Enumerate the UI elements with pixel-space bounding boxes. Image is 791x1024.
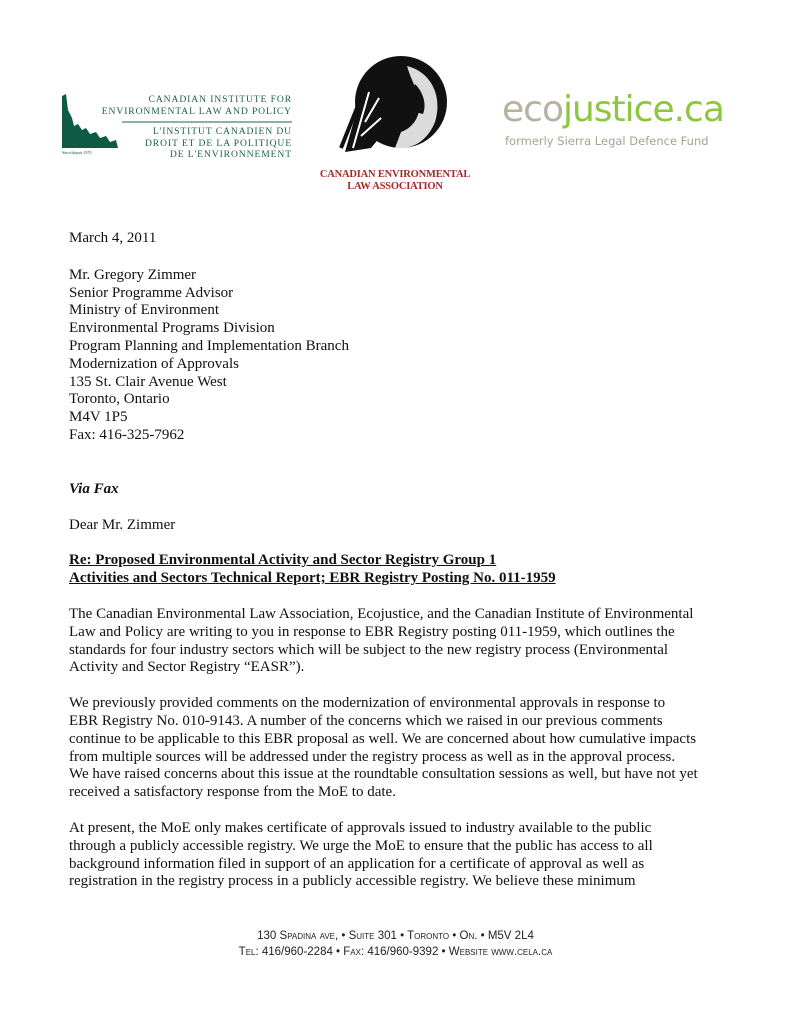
recipient-name: Mr. Gregory Zimmer — [69, 266, 197, 283]
delivery-method: Via Fax — [69, 480, 119, 497]
cela-logo — [305, 52, 485, 197]
since-1970-label: Since/depuis 1970 — [62, 150, 92, 155]
recipient-unit: Modernization of Approvals — [69, 355, 239, 372]
ecojustice-tagline: formerly Sierra Legal Defence Fund — [505, 134, 709, 148]
cielap-divider — [122, 121, 292, 123]
leaf-face-emblem-icon — [335, 52, 455, 164]
recipient-division: Environmental Programs Division — [69, 320, 275, 337]
recipient-city: Toronto, Ontario — [69, 391, 170, 408]
subject-line: Re: Proposed Environmental Activity and Sector Registry Group 1 Activities and Sectors Technical Report; EBR Registry Posting No. 011-1959 — [69, 552, 556, 587]
recipient-title: Senior Programme Advisor — [69, 284, 234, 301]
letter-body — [69, 230, 739, 891]
recipient-ministry: Ministry of Environment — [69, 302, 219, 319]
recipient-fax: Fax: 416-325-7962 — [69, 426, 185, 443]
letterhead-footer — [0, 928, 791, 960]
footer-address: 130 Spadina ave, • Suite 301 • Toronto • On. • M5V 2L4 — [257, 930, 534, 942]
recipient-street: 135 St. Clair Avenue West — [69, 373, 227, 390]
paragraph-3: At present, the MoE only makes certificate of approvals issued to industry available to the public through a publicly accessible registry. We urge the MoE to ensure that the public has access to all background information filed in support of an application for a certificate of approval as well as registration in the registry process in a publicly accessible registry. We believe these minimum — [69, 819, 653, 890]
ecojustice-wordmark: ecojustice.ca — [502, 89, 724, 130]
letter-date: March 4, 2011 — [69, 230, 157, 246]
cielap-name-english: CANADIAN INSTITUTE FOR ENVIRONMENTAL LAW AND POLICY — [101, 94, 292, 117]
recipient-branch: Program Planning and Implementation Branch — [69, 337, 349, 354]
paragraph-1: The Canadian Environmental Law Association, Ecojustice, and the Canadian Institute of Environmental Law and Policy are writing to you in response to EBR Registry posting 011-1959, which outlines the standards for four industry sectors which will be subject to the new registry process (Environmental Activity and Sector Registry “EASR”). — [69, 605, 694, 676]
cielap-name-french: L'INSTITUT CANADIEN DU DROIT ET DE LA POLITIQUE DE L'ENVIRONNEMENT — [144, 126, 292, 160]
salutation: Dear Mr. Zimmer — [69, 516, 176, 533]
paragraph-2: We previously provided comments on the modernization of environmental approvals in response to EBR Registry No. 010-9143. A number of the concerns which we raised in our previous comments continue to be applicable to this EBR proposal as well. We are concerned about how cumulative impacts from multiple sources will be addressed under the registry process as well as in the approval process. We have raised concerns about this issue at the roundtable consultation sessions as well, but have not yet received a satisfactory response from the MoE to date. — [69, 695, 698, 801]
cielap-logo — [60, 92, 295, 162]
ecojustice-logo — [500, 88, 730, 158]
footer-contact: Tel: 416/960-2284 • Fax: 416/960-9392 • Website www.cela.ca — [238, 946, 553, 958]
cela-name: CANADIAN ENVIRONMENTAL LAW ASSOCIATION — [319, 169, 471, 192]
recipient-postal-code: M4V 1P5 — [69, 409, 128, 426]
recipient-address — [69, 267, 739, 445]
